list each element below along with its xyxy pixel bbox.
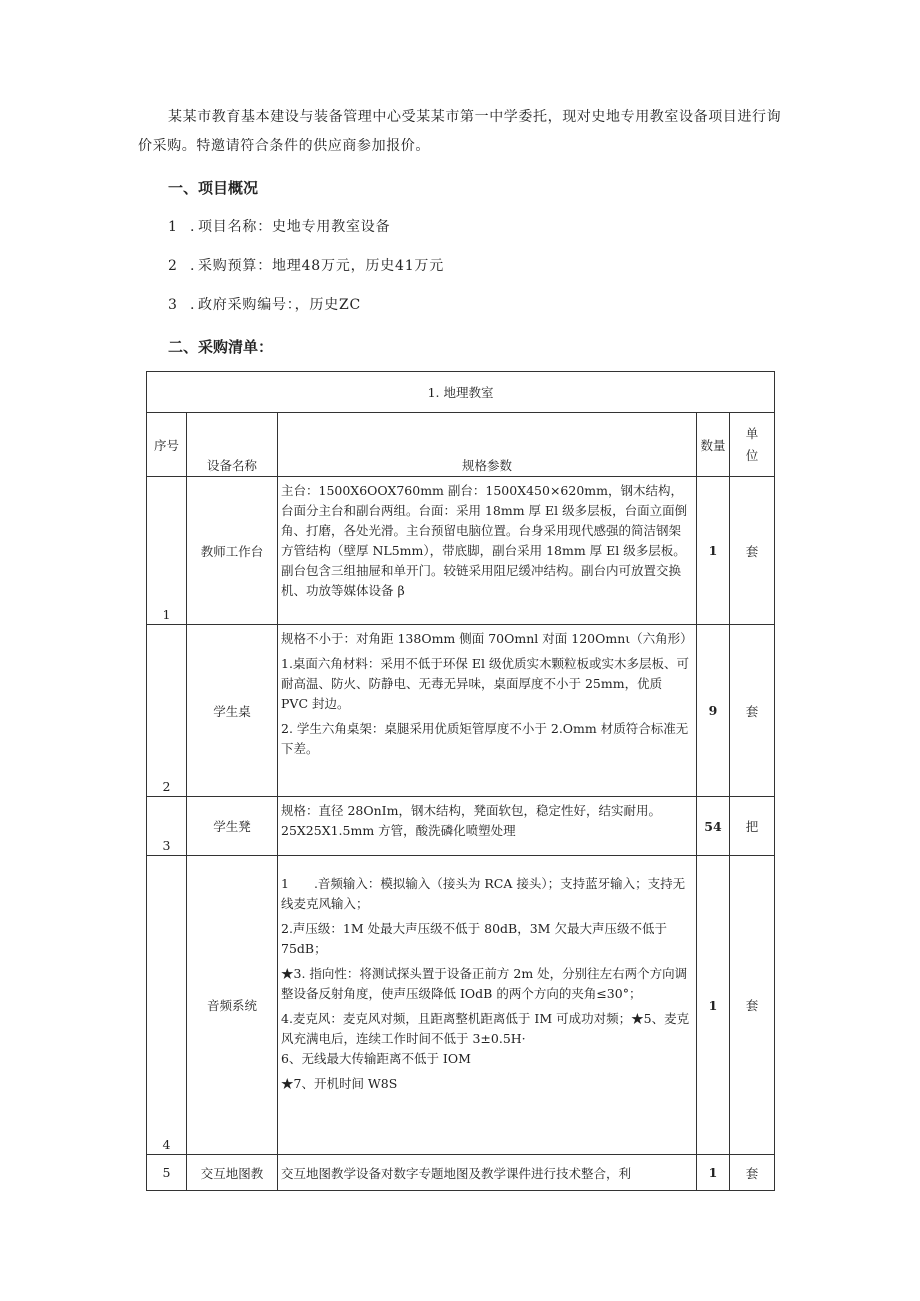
row-qty: 1 <box>697 477 730 625</box>
row-qty: 9 <box>697 625 730 797</box>
header-name: 设备名称 <box>187 413 278 477</box>
table-row <box>147 797 775 856</box>
spec-line: ★3. 指向性：将测试探头置于设备正前方 2m 处，分别往左右两个方向调整设备反射角度，使声压级降低 IOdB 的两个方向的夹角≤30°； <box>281 966 688 1001</box>
intro-paragraph: 某某市教育基本建设与装备管理中心受某某市第一中学委托，现对史地专用教室设备项目进行询价采购。特邀请符合条件的供应商参加报价。 <box>138 109 782 154</box>
project-item-num: 1 <box>168 219 178 235</box>
spec-line: 规格不小于：对角距 138Omm 侧面 70Omnl 对面 120Omnι（六角形） <box>281 631 693 646</box>
table-caption: 1. 地理教室 <box>147 372 775 413</box>
row-unit: 套 <box>730 625 775 797</box>
row-unit: 套 <box>730 1155 775 1191</box>
row-seq: 1 <box>147 477 187 625</box>
table-header-row <box>147 413 775 477</box>
row-spec <box>278 477 697 625</box>
spec-line: 主台：1500X6OOX760mm 副台：1500X450×620mm，钢木结构，台面分主台和副台两组。台面：采用 18mm 厚 El 级多层板，台面立面倒角、打磨，各处光滑。主台预留电脑位置。台身采用现代感强的简洁钢架方管结构（壁厚 NL5mm），带底脚，副台采用 18mm 厚 El 级多层板。副台包含三组抽屉和单开门。较链采用阻尼缓冲结构。副台内可放置交换机、功放等媒体设备 β <box>281 483 688 598</box>
spec-line: 规格：直径 28OnIm，钢木结构，凳面软包，稳定性好，结实耐用。25X25X1.5mm 方管，酸洗磷化喷塑处理 <box>281 803 661 838</box>
header-spec: 规格参数 <box>278 413 697 477</box>
row-spec <box>278 797 697 856</box>
row-spec <box>278 856 697 1155</box>
project-item-budget: 2 . 采购预算：地理48万元，历史41万元 <box>168 258 445 274</box>
project-item-name: 1 . 项目名称：史地专用教室设备 <box>168 219 391 235</box>
spec-line: 1 .音频输入：模拟输入（接头为 RCA 接头）；支持蓝牙输入；支持无线麦克风输入； <box>281 876 686 911</box>
spec-line: ★7、开机时间 W8S <box>281 1076 398 1091</box>
row-name: 音频系统 <box>187 856 278 1155</box>
spec-line: 2.声压级：1M 处最大声压级不低于 80dB，3M 欠最大声压级不低于 75dB； <box>281 921 667 956</box>
project-item-text: 采购预算：地理48万元，历史41万元 <box>198 258 445 274</box>
header-seq: 序号 <box>147 413 187 477</box>
header-unit: 单 位 <box>730 413 775 477</box>
project-item-num: 2 <box>168 258 178 274</box>
table-row <box>147 477 775 625</box>
section-title-overview: 一、项目概况 <box>168 179 259 197</box>
row-unit: 套 <box>730 477 775 625</box>
row-spec <box>278 1155 697 1191</box>
spec-line: 6、无线最大传输距离不低于 IOM <box>281 1051 471 1066</box>
project-item-code: 3 . 政府采购编号：，历史ZC <box>168 297 362 313</box>
project-item-text: 政府采购编号：，历史ZC <box>198 297 362 313</box>
spec-line: 4.麦克风：麦克风对频，且距离整机距离低于 IM 可成功对频；★5、麦克风充满电后，连续工作时间不低于 3±0.5H· <box>281 1011 690 1046</box>
row-seq: 2 <box>147 625 187 797</box>
row-spec <box>278 625 697 797</box>
row-seq: 4 <box>147 856 187 1155</box>
row-name: 学生桌 <box>187 625 278 797</box>
row-name: 交互地图教 <box>187 1155 278 1191</box>
section-title-procurement: 二、采购清单： <box>168 338 274 356</box>
project-item-num: 3 <box>168 297 178 313</box>
procurement-table <box>146 371 775 1191</box>
row-qty: 1 <box>697 1155 730 1191</box>
spec-line: 2. 学生六角桌架：桌腿采用优质矩管厚度不小于 2.Omm 材质符合标准无下差。 <box>281 721 689 756</box>
project-item-text: 项目名称：史地专用教室设备 <box>198 219 391 235</box>
row-seq: 3 <box>147 797 187 856</box>
table-row <box>147 625 775 797</box>
table-row <box>147 856 775 1155</box>
row-name: 学生凳 <box>187 797 278 856</box>
header-qty: 数量 <box>697 413 730 477</box>
row-qty: 54 <box>697 797 730 856</box>
spec-line: 1.桌面六角材料：采用不低于环保 El 级优质实木颗粒板或实木多层板、可耐高温、防火、防静电、无毒无异味，桌面厚度不小于 25mm，优质 PVC 封边。 <box>281 656 689 711</box>
row-name: 教师工作台 <box>187 477 278 625</box>
row-seq: 5 <box>147 1155 187 1191</box>
row-unit: 把 <box>730 797 775 856</box>
spec-line: 交互地图教学设备对数字专题地图及教学课件进行技术整合，利 <box>281 1165 632 1181</box>
row-unit: 套 <box>730 856 775 1155</box>
table-row <box>147 1155 775 1191</box>
row-qty: 1 <box>697 856 730 1155</box>
